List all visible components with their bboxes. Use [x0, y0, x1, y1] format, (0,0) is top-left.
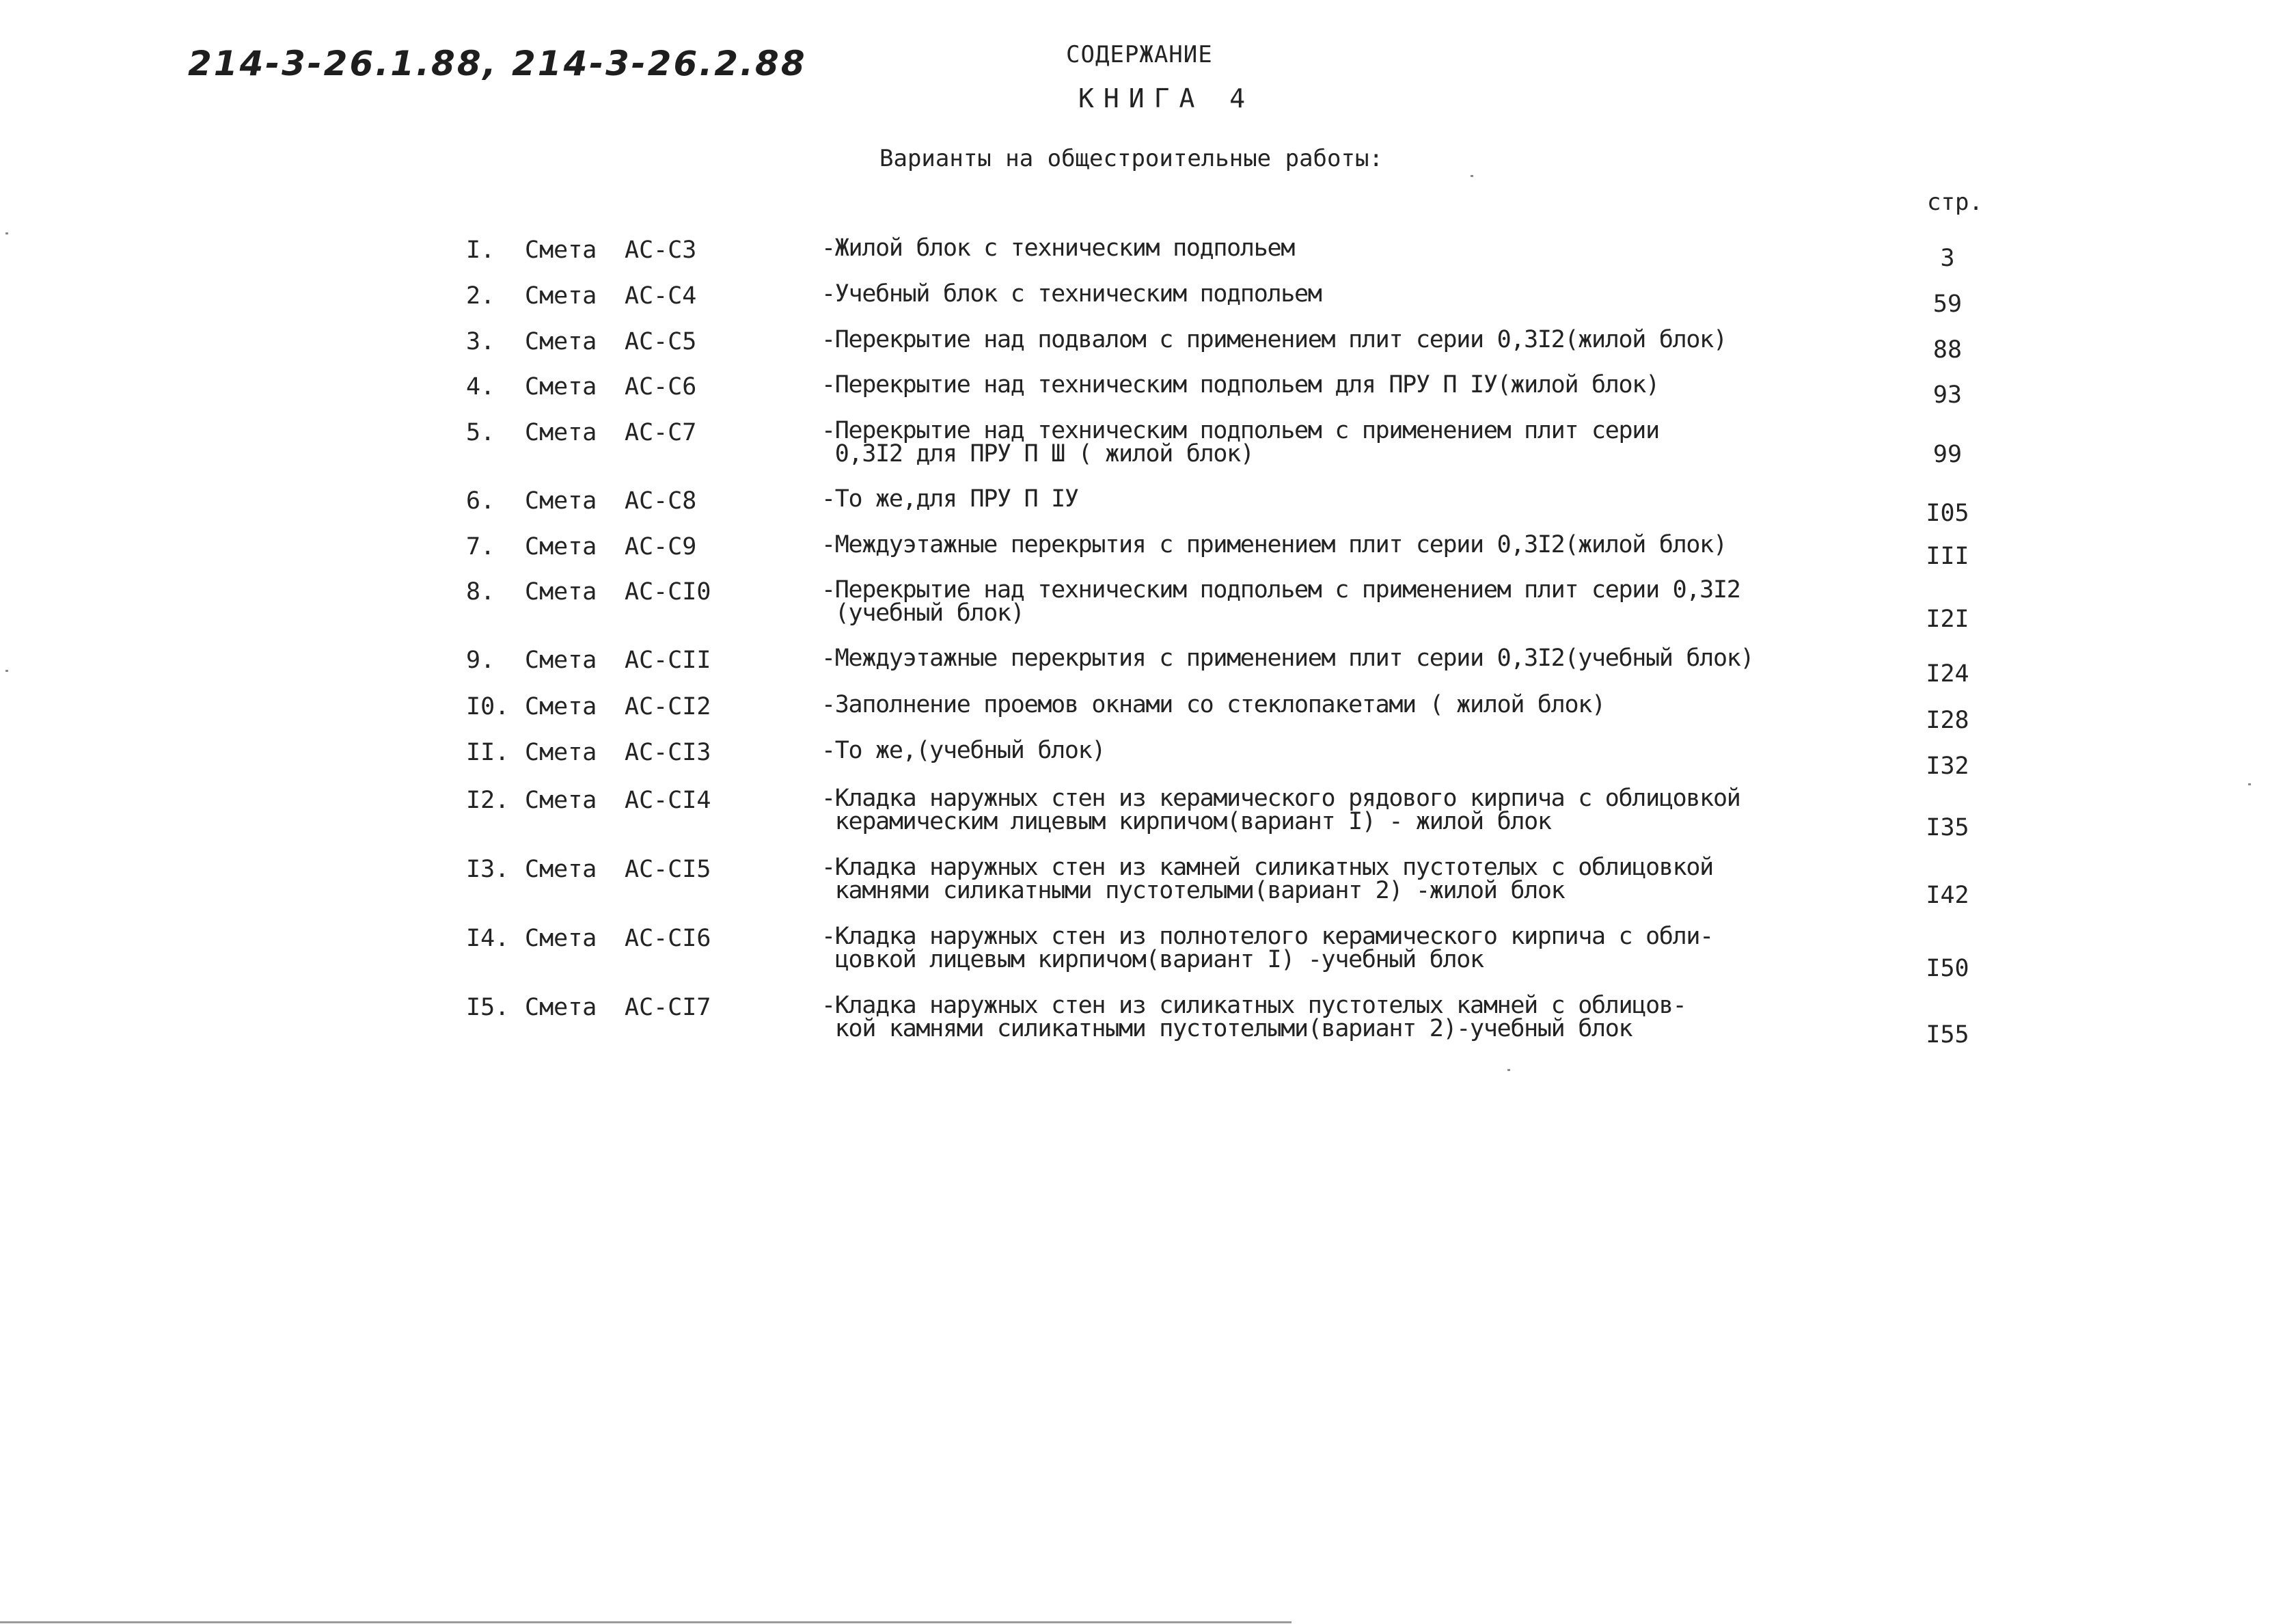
entry-kind: Смета: [525, 994, 597, 1021]
entry-page: I24: [1926, 660, 1969, 688]
entry-kind: Смета: [525, 373, 597, 401]
page-column-label: стр.: [1927, 189, 1983, 216]
entry-kind: Смета: [525, 693, 597, 720]
scan-speck: [1507, 1069, 1510, 1071]
book-number: КНИГА 4: [1078, 83, 1255, 113]
entry-page: I42: [1926, 882, 1969, 909]
entry-number: I.: [466, 236, 495, 264]
entry-description: -Междуэтажные перекрытия с применением плит серии 0,3I2(жилой блок): [821, 531, 1727, 558]
document-code: 214-3-26.1.88, 214-3-26.2.88: [188, 44, 807, 83]
entry-kind: Смета: [525, 856, 597, 883]
section-subtitle: Варианты на общестроительные работы:: [879, 145, 1383, 172]
entry-code: АС-С6: [625, 373, 697, 401]
entry-code: АС-С7: [625, 419, 697, 446]
entry-page: III: [1926, 543, 1969, 570]
entry-kind: Смета: [525, 419, 597, 446]
scan-speck: [5, 232, 8, 234]
entry-number: II.: [466, 739, 510, 766]
entry-kind: Смета: [525, 578, 597, 606]
entry-kind: Смета: [525, 533, 597, 560]
entry-code: АС-С8: [625, 487, 697, 515]
entry-number: 6.: [466, 487, 495, 515]
entry-number: I4.: [466, 925, 510, 952]
scan-edge-line: [0, 1621, 1292, 1623]
entry-description: -Перекрытие над техническим подпольем с применением плит серии 0,3I2 для ПРУ П Ш ( жилой блок): [821, 417, 1659, 468]
entry-description: -Междуэтажные перекрытия с применением плит серии 0,3I2(учебный блок): [821, 645, 1754, 672]
entry-number: 5.: [466, 419, 495, 446]
entry-code: АС-СI2: [625, 693, 711, 720]
entry-kind: Смета: [525, 282, 597, 310]
entry-description: -Перекрытие над техническим подпольем для ПРУ П IУ(жилой блок): [821, 371, 1659, 398]
entry-description: -То же,(учебный блок): [821, 737, 1106, 764]
entry-code: АС-С5: [625, 328, 697, 355]
entry-page: I2I: [1926, 606, 1969, 633]
entry-number: I5.: [466, 994, 510, 1021]
entry-page: I28: [1926, 707, 1969, 734]
entry-kind: Смета: [525, 487, 597, 515]
entry-number: 3.: [466, 328, 495, 355]
entry-page: 88: [1932, 336, 1963, 364]
entry-number: I0.: [466, 693, 510, 720]
entry-kind: Смета: [525, 925, 597, 952]
entry-number: 9.: [466, 647, 495, 674]
scan-speck: [1471, 175, 1473, 177]
entry-page: I05: [1926, 500, 1969, 527]
entry-kind: Смета: [525, 739, 597, 766]
entry-description: -Жилой блок с техническим подпольем: [821, 234, 1295, 262]
entry-page: I55: [1926, 1021, 1969, 1048]
entry-description: -Заполнение проемов окнами со стеклопакетами ( жилой блок): [821, 691, 1605, 718]
entry-description: -Кладка наружных стен из камней силикатных пустотелых с облицовкой камнями силикатными пустотелыми(вариант 2) -жилой блок: [821, 854, 1713, 904]
entry-number: 2.: [466, 282, 495, 310]
entry-page: 93: [1932, 381, 1963, 409]
entry-page: I32: [1926, 753, 1969, 780]
page-title: СОДЕРЖАНИЕ: [1066, 41, 1213, 68]
entry-number: I2.: [466, 787, 510, 814]
entry-code: АС-СI4: [625, 787, 711, 814]
entry-kind: Смета: [525, 236, 597, 264]
entry-code: АС-СI6: [625, 925, 711, 952]
entry-kind: Смета: [525, 328, 597, 355]
entry-code: АС-С9: [625, 533, 697, 560]
scan-speck: [2248, 783, 2251, 785]
entry-page: 59: [1932, 290, 1963, 318]
entry-code: АС-СI0: [625, 578, 711, 606]
entry-page: 3: [1940, 245, 1955, 272]
entry-description: -Учебный блок с техническим подпольем: [821, 280, 1322, 308]
entry-description: -Кладка наружных стен из полнотелого керамического кирпича с обли- цовкой лицевым кирпичом(вариант I) -учебный блок: [821, 923, 1713, 973]
entry-number: 4.: [466, 373, 495, 401]
entry-code: АС-СI7: [625, 994, 711, 1021]
entry-kind: Смета: [525, 647, 597, 674]
entry-page: I50: [1926, 955, 1969, 982]
entry-code: АС-СII: [625, 647, 711, 674]
entry-page: 99: [1932, 441, 1963, 468]
entry-description: -Перекрытие над техническим подпольем с применением плит серии 0,3I2 (учебный блок): [821, 576, 1740, 627]
entry-code: АС-СI3: [625, 739, 711, 766]
entry-number: 7.: [466, 533, 495, 560]
entry-page: I35: [1926, 814, 1969, 841]
entry-number: 8.: [466, 578, 495, 606]
entry-description: -Кладка наружных стен из керамического рядового кирпича с облицовкой керамическим лицевым кирпичом(вариант I) - жилой блок: [821, 785, 1740, 835]
scan-speck: [5, 670, 8, 672]
entry-description: -Перекрытие над подвалом с применением плит серии 0,3I2(жилой блок): [821, 326, 1727, 353]
entry-description: -Кладка наружных стен из силикатных пустотелых камней с облицов- кой камнями силикатными пустотелыми(вариант 2)-учебный блок: [821, 992, 1686, 1042]
entry-number: I3.: [466, 856, 510, 883]
entry-code: АС-С3: [625, 236, 697, 264]
entry-code: АС-С4: [625, 282, 697, 310]
entry-code: АС-СI5: [625, 856, 711, 883]
entry-kind: Смета: [525, 787, 597, 814]
entry-description: -То же,для ПРУ П IУ: [821, 485, 1078, 513]
